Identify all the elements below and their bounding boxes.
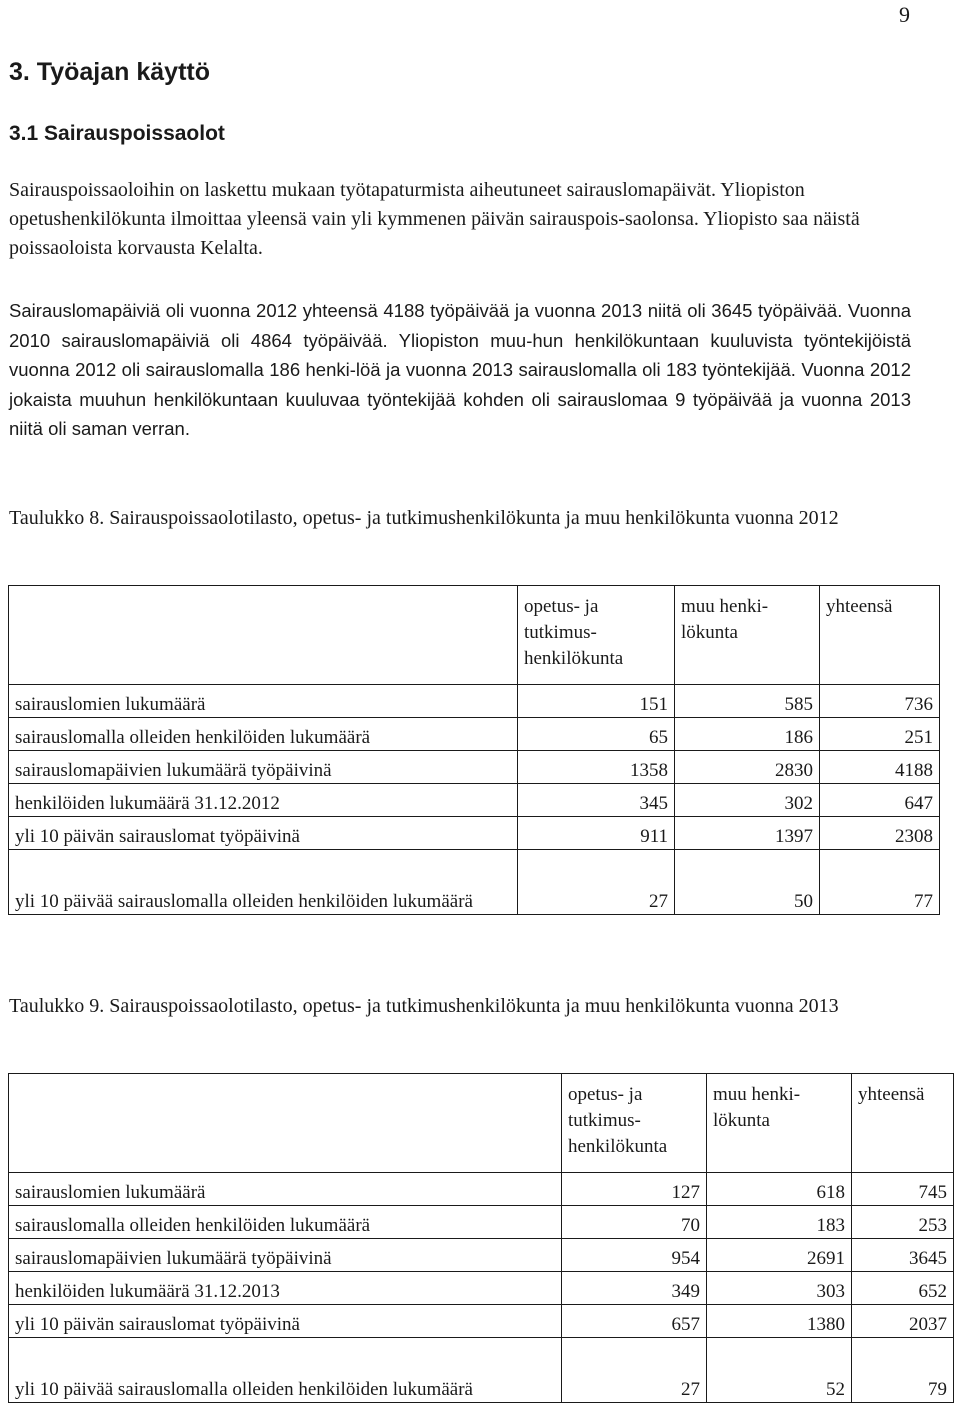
cell-other: 618 [707,1173,852,1206]
row-label: henkilöiden lukumäärä 31.12.2013 [9,1272,562,1305]
cell-teaching: 349 [562,1272,707,1305]
table-header-row [9,586,940,685]
cell-total: 647 [820,784,940,817]
header-teaching-staff: opetus- ja tutkimus-henkilökunta [562,1074,707,1173]
header-cell-empty [9,586,518,685]
cell-other: 1397 [675,817,820,850]
table-row [9,1305,954,1338]
table-row [9,718,940,751]
page-number: 9 [899,2,910,27]
cell-other: 186 [675,718,820,751]
cell-teaching: 27 [518,850,675,915]
cell-total: 253 [852,1206,954,1239]
row-label: yli 10 päivän sairauslomat työpäivinä [9,817,518,850]
cell-other: 303 [707,1272,852,1305]
section-heading: 3.1 Sairauspoissaolot [9,122,225,145]
cell-other: 585 [675,685,820,718]
table-row [9,1338,954,1403]
cell-teaching: 1358 [518,751,675,784]
row-label: yli 10 päivää sairauslomalla olleiden henkilöiden lukumäärä [9,1338,562,1403]
table-row [9,1206,954,1239]
cell-teaching: 70 [562,1206,707,1239]
cell-other: 183 [707,1206,852,1239]
table-8-caption: Taulukko 8. Sairauspoissaolotilasto, opetus- ja tutkimushenkilökunta ja muu henkilökunta vuonna 2012 [9,507,839,529]
intro-paragraph [9,176,911,263]
paragraph-text: Sairauspoissaoloihin on laskettu mukaan työtapaturmista aiheutuneet sairauslomapäivät. Yliopiston opetushenkilökunta ilmoittaa yleensä vain yli kymmenen päivän sairauspois-saolonsa. Yliopisto saa näistä poissaoloista korvausta Kelalta. [9,179,860,259]
table-header-row [9,1074,954,1173]
cell-teaching: 657 [562,1305,707,1338]
cell-other: 302 [675,784,820,817]
cell-total: 2308 [820,817,940,850]
table-row [9,751,940,784]
row-label: sairauslomapäivien lukumäärä työpäivinä [9,1239,562,1272]
row-label: sairauslomien lukumäärä [9,685,518,718]
cell-other: 2830 [675,751,820,784]
cell-teaching: 151 [518,685,675,718]
statistics-paragraph [9,296,911,444]
row-label: sairauslomien lukumäärä [9,1173,562,1206]
header-cell-empty [9,1074,562,1173]
sick-leave-table-2012 [8,585,940,915]
table-row [9,1239,954,1272]
table-9-caption: Taulukko 9. Sairauspoissaolotilasto, opetus- ja tutkimushenkilökunta ja muu henkilökunta vuonna 2013 [9,995,839,1017]
cell-total: 251 [820,718,940,751]
table-row [9,1272,954,1305]
cell-total: 745 [852,1173,954,1206]
table-row [9,850,940,915]
table-row [9,685,940,718]
cell-total: 77 [820,850,940,915]
row-label: sairauslomalla olleiden henkilöiden lukumäärä [9,718,518,751]
cell-teaching: 345 [518,784,675,817]
table-row [9,817,940,850]
row-label: sairauslomalla olleiden henkilöiden lukumäärä [9,1206,562,1239]
cell-teaching: 911 [518,817,675,850]
cell-total: 3645 [852,1239,954,1272]
cell-total: 4188 [820,751,940,784]
cell-teaching: 27 [562,1338,707,1403]
header-teaching-staff: opetus- ja tutkimus-henkilökunta [518,586,675,685]
header-other-staff: muu henki-lökunta [707,1074,852,1173]
chapter-heading: 3. Työajan käyttö [9,58,210,86]
cell-total: 652 [852,1272,954,1305]
sick-leave-table-2013 [8,1073,954,1403]
cell-teaching: 954 [562,1239,707,1272]
header-other-staff: muu henki-lökunta [675,586,820,685]
row-label: yli 10 päivän sairauslomat työpäivinä [9,1305,562,1338]
table-row [9,1173,954,1206]
cell-other: 50 [675,850,820,915]
cell-total: 736 [820,685,940,718]
cell-other: 52 [707,1338,852,1403]
row-label: henkilöiden lukumäärä 31.12.2012 [9,784,518,817]
header-total: yhteensä [820,586,940,685]
cell-teaching: 127 [562,1173,707,1206]
table-row [9,784,940,817]
header-total: yhteensä [852,1074,954,1173]
cell-other: 1380 [707,1305,852,1338]
cell-total: 2037 [852,1305,954,1338]
cell-total: 79 [852,1338,954,1403]
cell-teaching: 65 [518,718,675,751]
paragraph-text: Sairauslomapäiviä oli vuonna 2012 yhteensä 4188 työpäivää ja vuonna 2013 niitä oli 3645 työpäivää. Vuonna 2010 sairauslomapäiviä oli 4864 työpäivää. Yliopiston muu-hun henkilökuntaan kuuluvista työntekijöistä vuonna 2012 oli sairauslomalla 186 henki-löä ja vuonna 2013 sairauslomalla oli 183 työntekijää. Vuonna 2012 jokaista muuhun henkilökuntaan kuuluvaa työntekijää kohden oli sairauslomaa 9 työpäivää ja vuonna 2013 niitä oli saman verran. [9,300,911,439]
row-label: yli 10 päivää sairauslomalla olleiden henkilöiden lukumäärä [9,850,518,915]
row-label: sairauslomapäivien lukumäärä työpäivinä [9,751,518,784]
cell-other: 2691 [707,1239,852,1272]
